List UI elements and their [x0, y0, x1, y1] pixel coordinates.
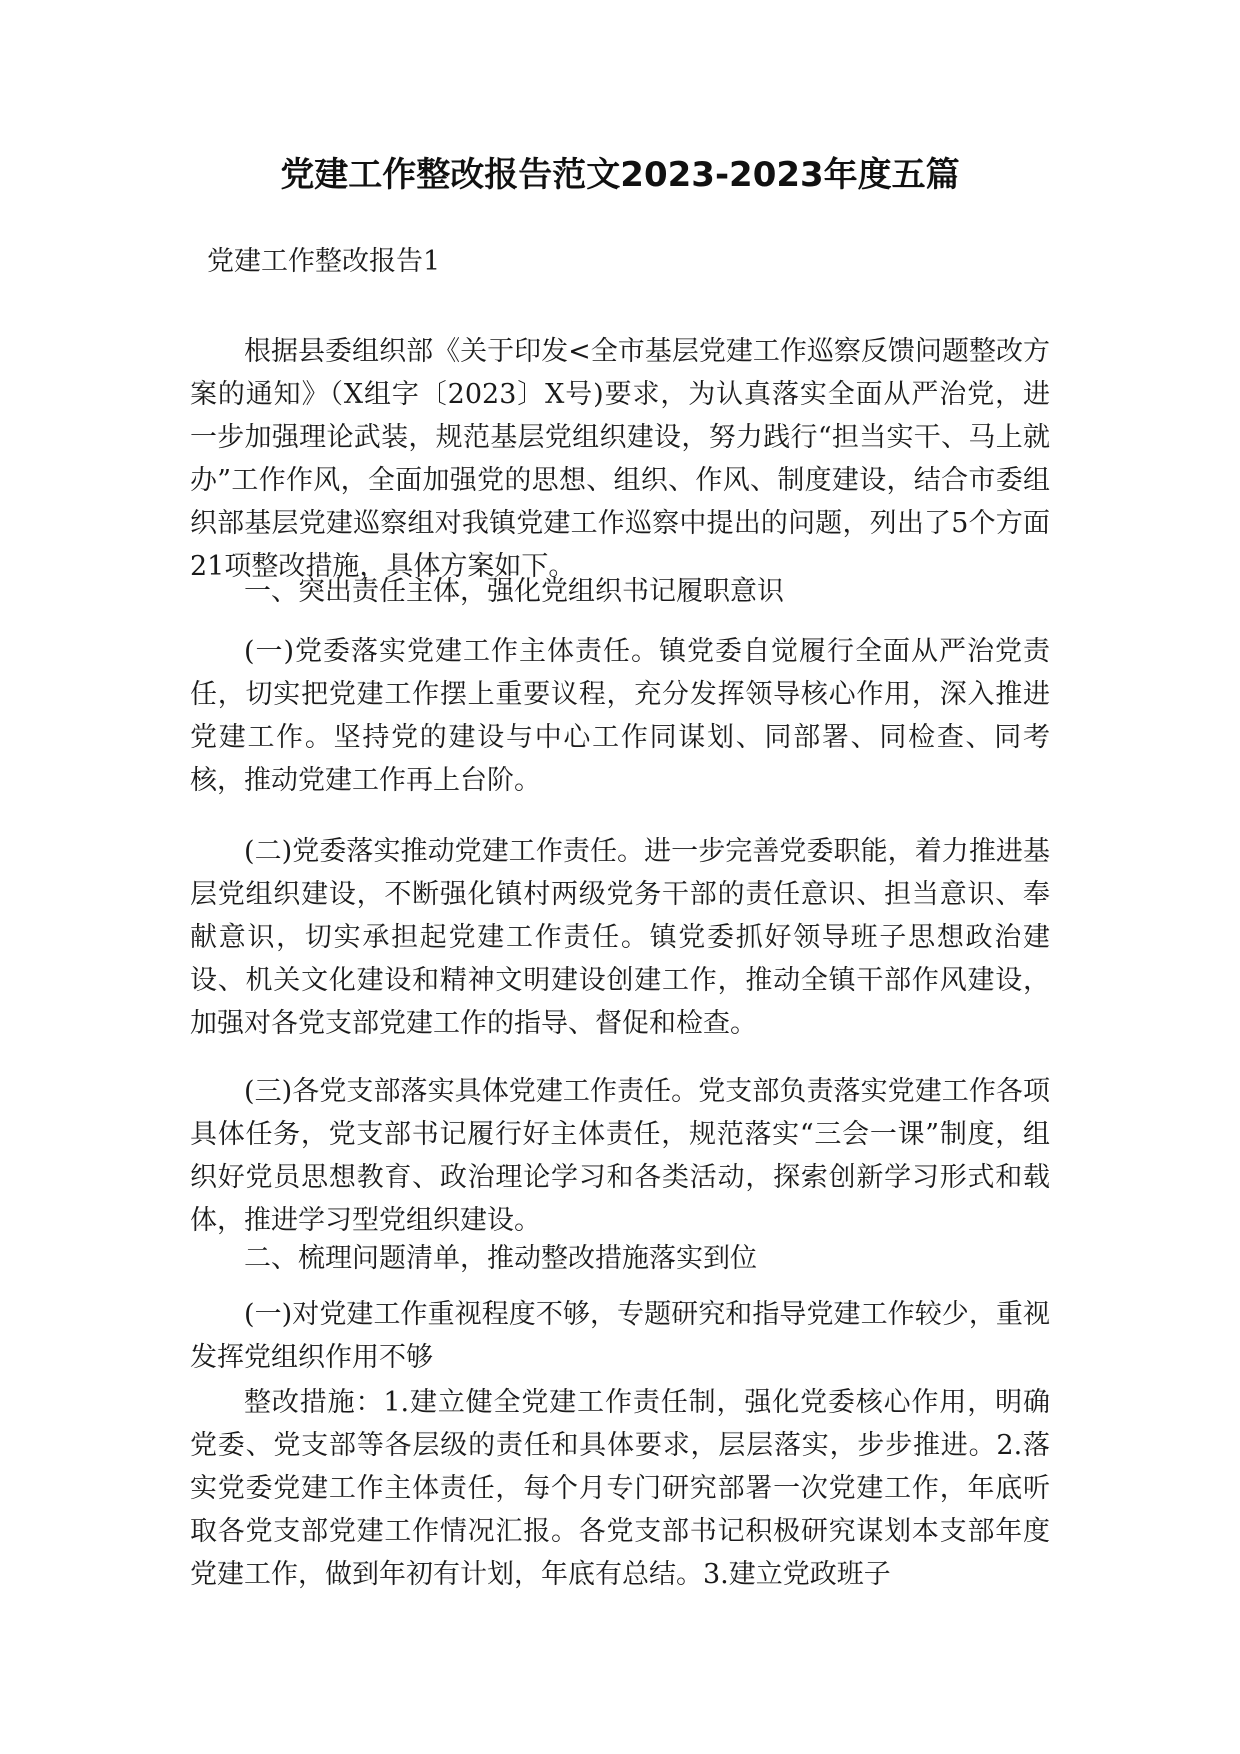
paragraph-measures: 整改措施：1.建立健全党建工作责任制，强化党委核心作用，明确党委、党支部等各层级的责任和具体要求，层层落实，步步推进。2.落实党委党建工作主体责任，每个月专门研究部署一次党建工作，年底听取各党支部党建工作情况汇报。各党支部书记积极研究谋划本支部年度党建工作，做到年初有计划，年底有总结。3.建立党政班子	[190, 1387, 1050, 1590]
paragraph-item-1-3: (三)各党支部落实具体党建工作责任。党支部负责落实党建工作各项具体任务，党支部书记履行好主体责任，规范落实“三会一课”制度，组织好党员思想教育、政治理论学习和各类活动，探索创新学习形式和载体，推进学习型党组织建设。	[190, 1076, 1050, 1236]
section-heading-1: 一、突出责任主体，强化党组织书记履职意识	[244, 576, 784, 607]
paragraph-item-1-2: (二)党委落实推动党建工作责任。进一步完善党委职能，着力推进基层党组织建设，不断强化镇村两级党务干部的责任意识、担当意识、奉献意识，切实承担起党建工作责任。镇党委抓好领导班子思想政治建设、机关文化建设和精神文明建设创建工作，推动全镇干部作风建设，加强对各党支部党建工作的指导、督促和检查。	[190, 836, 1050, 1039]
document-title: 党建工作整改报告范文2023-2023年度五篇	[280, 155, 960, 195]
paragraph-intro: 根据县委组织部《关于印发<全市基层党建工作巡察反馈问题整改方案的通知》（X组字〔2023〕X号)要求，为认真落实全面从严治党，进一步加强理论武装，规范基层党组织建设，努力践行“担当实干、马上就办”工作作风，全面加强党的思想、组织、作风、制度建设，结合市委组织部基层党建巡察组对我镇党建工作巡察中提出的问题，列出了5个方面21项整改措施，具体方案如下。	[190, 336, 1050, 582]
document-subtitle: 党建工作整改报告1	[207, 246, 441, 277]
paragraph-problem-1: (一)对党建工作重视程度不够，专题研究和指导党建工作较少，重视发挥党组织作用不够	[190, 1299, 1050, 1373]
section-heading-2: 二、梳理问题清单，推动整改措施落实到位	[244, 1243, 757, 1274]
paragraph-item-1-1: (一)党委落实党建工作主体责任。镇党委自觉履行全面从严治党责任，切实把党建工作摆上重要议程，充分发挥领导核心作用，深入推进党建工作。坚持党的建设与中心工作同谋划、同部署、同检查、同考核，推动党建工作再上台阶。	[190, 636, 1050, 796]
